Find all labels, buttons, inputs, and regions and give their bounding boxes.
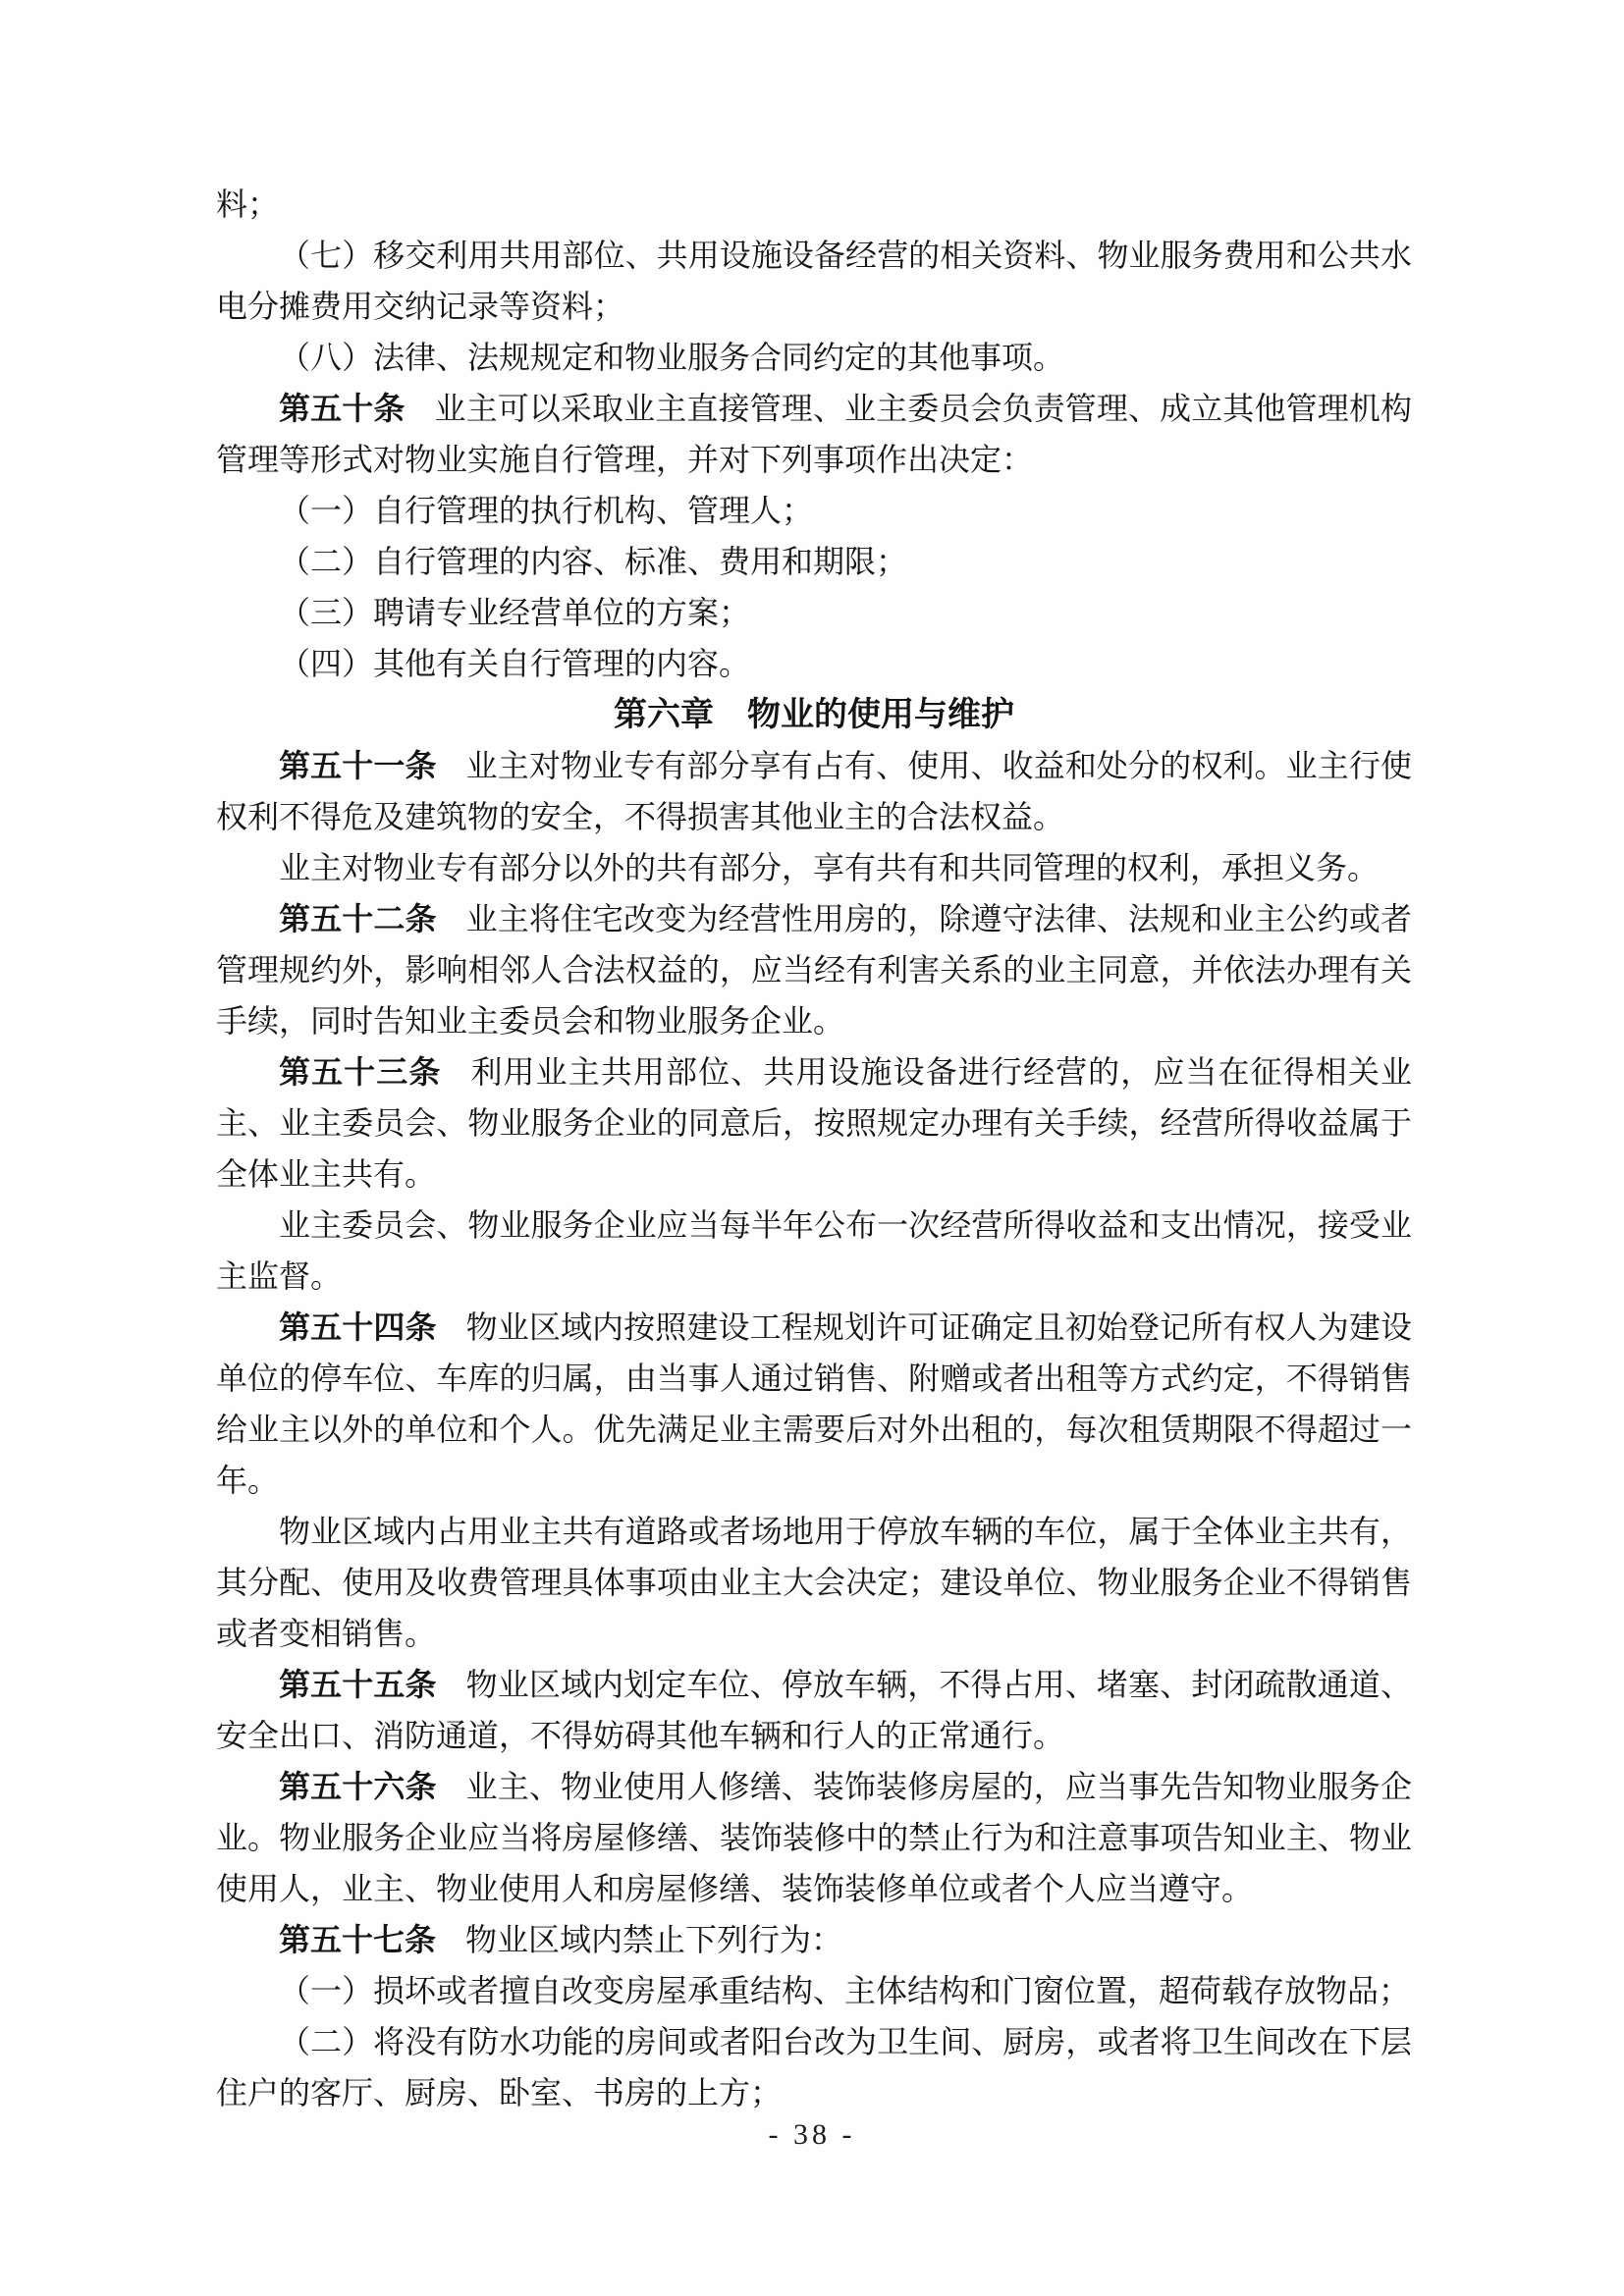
paragraph-text: 物业区域内禁止下列行为： [465, 1922, 843, 1957]
paragraph-text: （二）将没有防水功能的房间或者阳台改为卫生间、厨房，或者将卫生间改在下层住户的客厅、厨房、卧室、书房的上方； [216, 2024, 1412, 2110]
article-number: 第五十三条 [279, 1054, 442, 1090]
article-number: 第五十二条 [279, 901, 437, 936]
page-number: - 38 - [768, 2118, 856, 2151]
paragraph [216, 587, 1412, 638]
chapter-number: 第六章 [614, 696, 714, 733]
paragraph [216, 1965, 1412, 2016]
paragraph-text: 物业区域内占用业主共有道路或者场地用于停放车辆的车位，属于全体业主共有，其分配、使用及收费管理具体事项由业主大会决定；建设单位、物业服务企业不得销售或者变相销售。 [216, 1514, 1412, 1651]
paragraph-text: （四）其他有关自行管理的内容。 [279, 646, 751, 681]
article-number: 第五十一条 [279, 748, 437, 783]
paragraph [216, 383, 1412, 485]
paragraph [216, 638, 1412, 689]
article-number: 第五十七条 [279, 1922, 437, 1957]
article-number: 第五十四条 [279, 1309, 437, 1345]
article-number: 第五十五条 [279, 1667, 437, 1702]
document-body [216, 179, 1412, 2118]
paragraph [216, 332, 1412, 383]
article-number: 第五十六条 [279, 1769, 437, 1804]
paragraph-text: （二）自行管理的内容、标准、费用和期限； [279, 544, 908, 579]
paragraph [216, 740, 1412, 842]
paragraph-text: 物业的使用与维护 [747, 696, 1014, 733]
paragraph-text: 利用业主共用部位、共用设施设备进行经营的，应当在征得相关业主、业主委员会、物业服务企业的同意后，按照规定办理有关手续，经营所得收益属于全体业主共有。 [216, 1054, 1412, 1192]
paragraph-text: （八）法律、法规规定和物业服务合同约定的其他事项。 [279, 340, 1065, 375]
article-number: 第五十条 [279, 391, 406, 426]
paragraph [216, 842, 1412, 893]
paragraph-text: 物业区域内按照建设工程规划许可证确定且初始登记所有权人为建设单位的停车位、车库的归属，由当事人通过销售、附赠或者出租等方式约定，不得销售给业主以外的单位和个人。优先满足业主需要后对外出租的，每次租赁期限不得超过一年。 [216, 1309, 1412, 1498]
paragraph-text: 业主可以采取业主直接管理、业主委员会负责管理、成立其他管理机构管理等形式对物业实施自行管理，并对下列事项作出决定： [216, 391, 1412, 477]
paragraph [216, 485, 1412, 536]
paragraph [216, 1914, 1412, 1965]
paragraph [216, 1200, 1412, 1302]
paragraph [216, 1302, 1412, 1506]
paragraph-text: 业主将住宅改变为经营性用房的，除遵守法律、法规和业主公约或者管理规约外，影响相邻人合法权益的，应当经有利害关系的业主同意，并依法办理有关手续，同时告知业主委员会和物业服务企业。 [216, 901, 1412, 1039]
paragraph-text: 料； [216, 187, 280, 222]
paragraph [216, 1659, 1412, 1761]
paragraph-text: 业主对物业专有部分享有占有、使用、收益和处分的权利。业主行使权利不得危及建筑物的安全，不得损害其他业主的合法权益。 [216, 748, 1412, 834]
paragraph [216, 230, 1412, 332]
paragraph-text: 业主、物业使用人修缮、装饰装修房屋的，应当事先告知物业服务企业。物业服务企业应当将房屋修缮、装饰装修中的禁止行为和注意事项告知业主、物业使用人，业主、物业使用人和房屋修缮、装饰装修单位或者个人应当遵守。 [216, 1769, 1412, 1906]
paragraph-text: 物业区域内划定车位、停放车辆，不得占用、堵塞、封闭疏散通道、安全出口、消防通道，不得妨碍其他车辆和行人的正常通行。 [216, 1667, 1412, 1753]
paragraph [216, 1506, 1412, 1659]
paragraph-text: （一）自行管理的执行机构、管理人； [279, 493, 814, 528]
paragraph [216, 2016, 1412, 2118]
paragraph [216, 1761, 1412, 1914]
paragraph [216, 893, 1412, 1046]
paragraph [216, 1046, 1412, 1200]
paragraph-text: （一）损坏或者擅自改变房屋承重结构、主体结构和门窗位置，超荷载存放物品； [279, 1973, 1411, 2008]
paragraph-text: （三）聘请专业经营单位的方案； [279, 595, 751, 630]
paragraph [216, 536, 1412, 587]
paragraph [216, 179, 1412, 230]
paragraph-text: 业主对物业专有部分以外的共有部分，享有共有和共同管理的权利，承担义务。 [279, 850, 1380, 885]
paragraph-text: 业主委员会、物业服务企业应当每半年公布一次经营所得收益和支出情况，接受业主监督。 [216, 1207, 1412, 1294]
chapter-heading [216, 689, 1412, 740]
paragraph-text: （七）移交利用共用部位、共用设施设备经营的相关资料、物业服务费用和公共水电分摊费用交纳记录等资料； [216, 238, 1412, 324]
